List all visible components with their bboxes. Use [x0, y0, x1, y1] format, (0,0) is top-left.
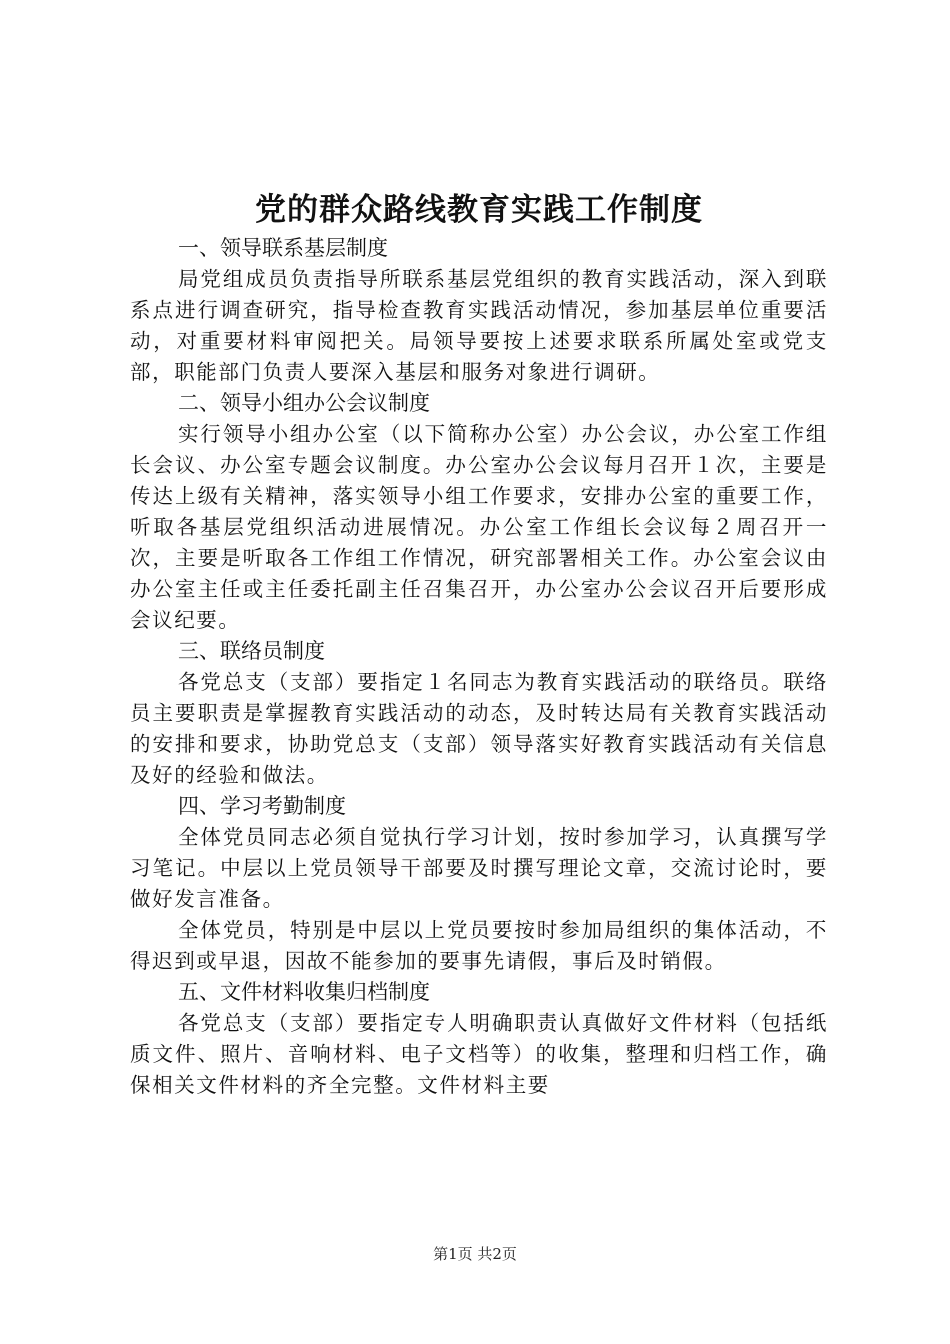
section-paragraph: 全体党员，特别是中层以上党员要按时参加局组织的集体活动，不得迟到或早退，因故不能参加的要事先请假，事后及时销假。 — [130, 918, 828, 973]
section-paragraph: 局党组成员负责指导所联系基层党组织的教育实践活动，深入到联系点进行调查研究，指导检查教育实践活动情况，参加基层单位重要活动，对重要材料审阅把关。局领导要按上述要求联系所属处室或党支部，职能部门负责人要深入基层和服务对象进行调研。 — [130, 267, 828, 384]
section-paragraph: 实行领导小组办公室（以下简称办公室）办公会议，办公室工作组长会议、办公室专题会议制度。办公室办公会议每月召开１次，主要是传达上级有关精神，落实领导小组工作要求，安排办公室的重要工作，听取各基层党组织活动进展情况。办公室工作组长会议每２周召开一次，主要是听取各工作组工作情况，研究部署相关工作。办公室会议由办公室主任或主任委托副主任召集召开，办公室办公会议召开后要形成会议纪要。 — [130, 422, 828, 632]
section-liaison — [130, 636, 828, 791]
page-indicator: 第1页 共2页 — [433, 1245, 517, 1263]
section-heading: 三、联络员制度 — [178, 639, 325, 663]
section-paragraph: 各党总支（支部）要指定１名同志为教育实践活动的联络员。联络员主要职责是掌握教育实践活动的动态，及时转达局有关教育实践活动的安排和要求，协助党总支（支部）领导落实好教育实践活动有关信息及好的经验和做法。 — [130, 670, 828, 787]
section-heading: 二、领导小组办公会议制度 — [178, 391, 430, 415]
section-heading: 五、文件材料收集归档制度 — [178, 980, 430, 1004]
section-heading: 四、学习考勤制度 — [178, 794, 346, 818]
section-leader-contact — [130, 233, 828, 388]
section-study-attendance — [130, 791, 828, 977]
document-title: 党的群众路线教育实践工作制度 — [255, 192, 703, 228]
section-paragraph: 全体党员同志必须自觉执行学习计划，按时参加学习，认真撰写学习笔记。中层以上党员领导干部要及时撰写理论文章，交流讨论时，要做好发言准备。 — [130, 825, 828, 911]
section-office-meeting — [130, 388, 828, 636]
section-paragraph: 各党总支（支部）要指定专人明确职责认真做好文件材料（包括纸质文件、照片、音响材料、电子文档等）的收集，整理和归档工作，确保相关文件材料的齐全完整。文件材料主要 — [130, 1011, 828, 1097]
section-archive — [130, 977, 828, 1101]
section-heading: 一、领导联系基层制度 — [178, 236, 388, 260]
